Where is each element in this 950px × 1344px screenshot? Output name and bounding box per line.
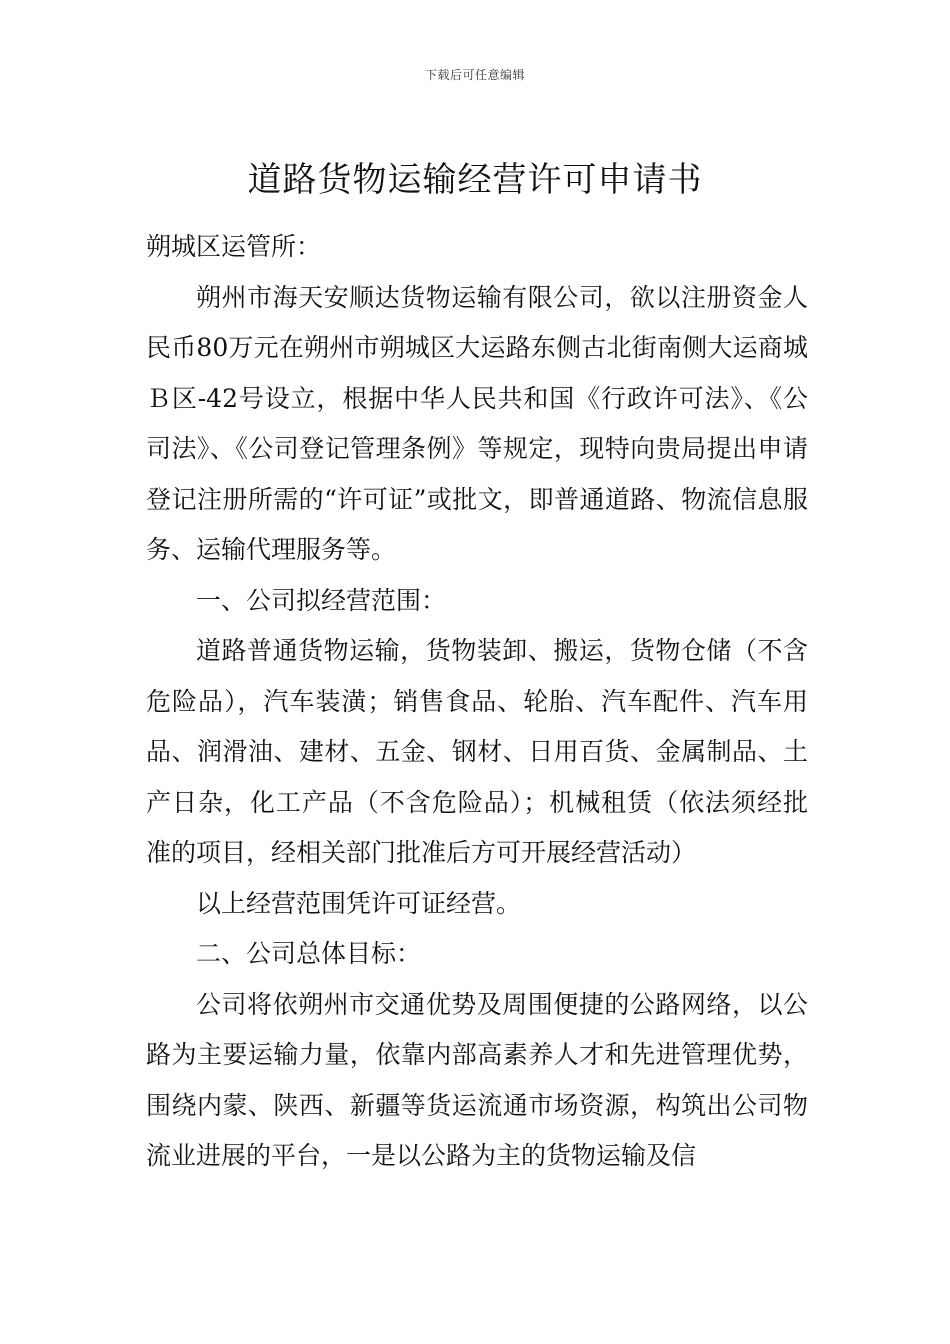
section1-heading: 一、公司拟经营范围： <box>196 585 447 615</box>
intro-paragraph: 朔州市海天安顺达货物运输有限公司，欲以注册资金人民币80万元在朔州市朔城区大运路东侧古北街南侧大运商城Ｂ区-42号设立，根据中华人民共和国《行政许可法》、《公司法》、《公司登记管理条例》等规定，现特向贵局提出申请登记注册所需的“许可证”或批文，即普通道路、物流信息服务、运输代理服务等。 <box>146 282 808 564</box>
section1-note: 以上经营范围凭许可证经营。 <box>196 888 522 918</box>
addressee: 朔城区运管所： <box>146 232 322 261</box>
document-title: 道路货物运输经营许可申请书 <box>247 160 703 200</box>
section1-body: 道路普通货物运输，货物装卸、搬运，货物仓储（不含危险品），汽车装潢；销售食品、轮胎、汽车配件、汽车用品、润滑油、建材、五金、钢材、日用百货、金属制品、土产日杂，化工产品（不含危险品）；机械租赁（依法须经批准的项目，经相关部门批准后方可开展经营活动） <box>146 636 808 867</box>
section2-body: 公司将依朔州市交通优势及周围便捷的公路网络，以公路为主要运输力量，依靠内部高素养人才和先进管理优势，围绕内蒙、陕西、新疆等货运流通市场资源，构筑出公司物流业进展的平台，一是以公路为主的货物运输及信 <box>146 989 808 1170</box>
section2-heading: 二、公司总体目标： <box>196 939 422 968</box>
header-note: 下载后可任意编辑 <box>424 68 525 82</box>
document-body <box>146 222 808 1182</box>
